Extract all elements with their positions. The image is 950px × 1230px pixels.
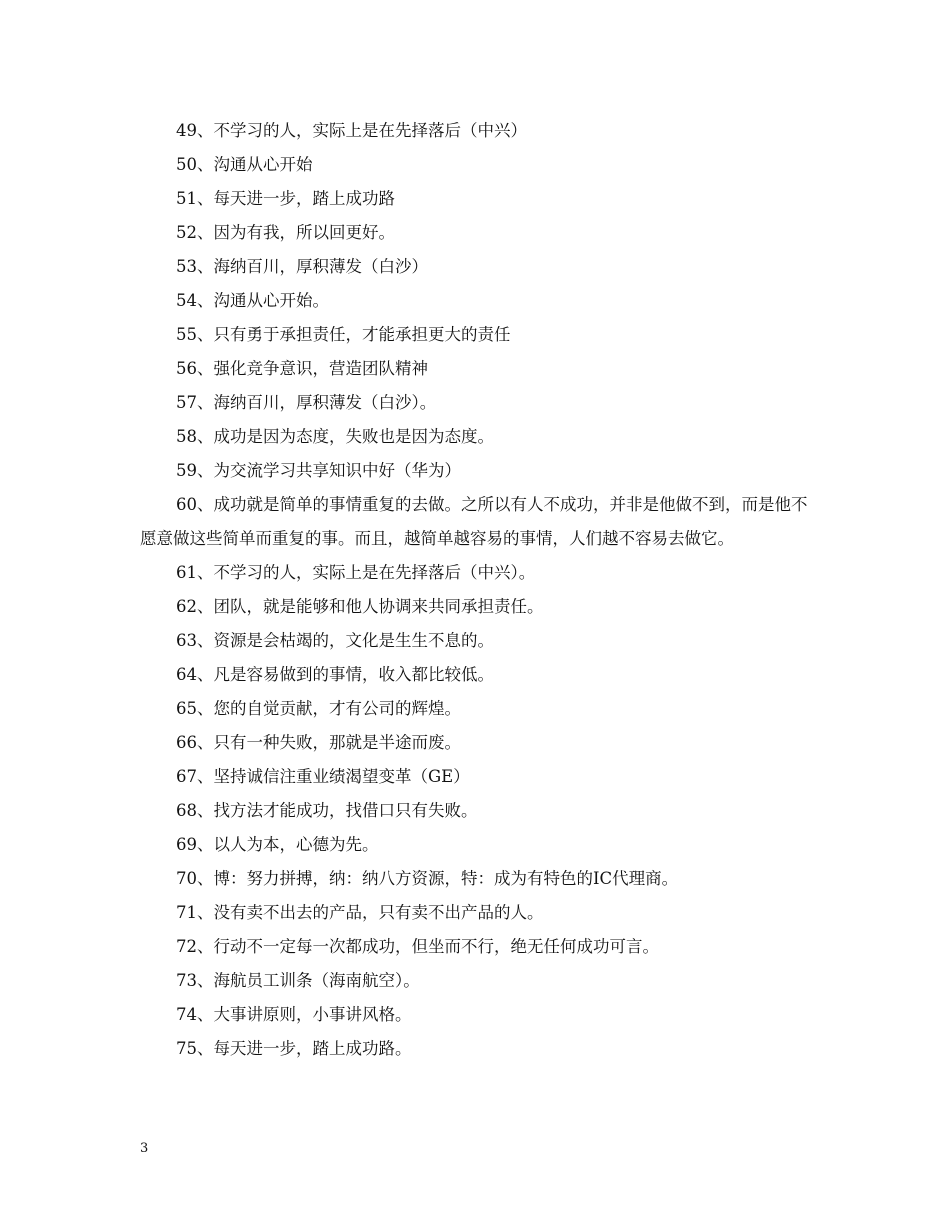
- list-item: 66、只有一种失败，那就是半途而废。: [176, 733, 461, 752]
- list-item: 50、沟通从心开始: [176, 155, 313, 174]
- list-item: 51、每天进一步，踏上成功路: [176, 189, 395, 208]
- list-item: 52、因为有我，所以回更好。: [176, 223, 395, 242]
- list-item: 60、成功就是简单的事情重复的去做。之所以有人不成功，并非是他做不到，而是他不愿意做这些简单而重复的事。而且，越简单越容易的事情，人们越不容易去做它。: [140, 495, 808, 548]
- list-item: 72、行动不一定每一次都成功，但坐而不行，绝无任何成功可言。: [176, 937, 659, 956]
- list-item: 70、博：努力拼搏，纳：纳八方资源，特：成为有特色的IC代理商。: [176, 869, 679, 888]
- list-item: 63、资源是会枯竭的，文化是生生不息的。: [176, 631, 494, 650]
- list-item: 62、团队，就是能够和他人协调来共同承担责任。: [176, 597, 544, 616]
- list-item: 75、每天进一步，踏上成功路。: [176, 1039, 412, 1058]
- list-item: 57、海纳百川，厚积薄发（白沙）。: [176, 393, 437, 412]
- list-item: 73、海航员工训条（海南航空）。: [176, 971, 420, 990]
- list-item: 59、为交流学习共享知识中好（华为）: [176, 461, 461, 480]
- list-item: 53、海纳百川，厚积薄发（白沙）: [176, 257, 428, 276]
- list-item: 49、不学习的人，实际上是在先择落后（中兴）: [176, 121, 527, 140]
- list-item: 56、强化竞争意识，营造团队精神: [176, 359, 428, 378]
- page-number: 3: [140, 1141, 149, 1156]
- list-item: 68、找方法才能成功，找借口只有失败。: [176, 801, 478, 820]
- list-item: 71、没有卖不出去的产品，只有卖不出产品的人。: [176, 903, 544, 922]
- list-item: 55、只有勇于承担责任，才能承担更大的责任: [176, 325, 511, 344]
- list-item: 67、坚持诚信注重业绩渴望变革（GE）: [176, 767, 470, 786]
- list-item: 54、沟通从心开始。: [176, 291, 329, 310]
- list-item: 69、以人为本，心德为先。: [176, 835, 379, 854]
- slogan-list: [140, 114, 812, 1066]
- list-item: 58、成功是因为态度，失败也是因为态度。: [176, 427, 494, 446]
- list-item: 61、不学习的人，实际上是在先择落后（中兴）。: [176, 563, 536, 582]
- list-item: 64、凡是容易做到的事情，收入都比较低。: [176, 665, 494, 684]
- list-item: 74、大事讲原则，小事讲风格。: [176, 1005, 412, 1024]
- list-item: 65、您的自觉贡献，才有公司的辉煌。: [176, 699, 461, 718]
